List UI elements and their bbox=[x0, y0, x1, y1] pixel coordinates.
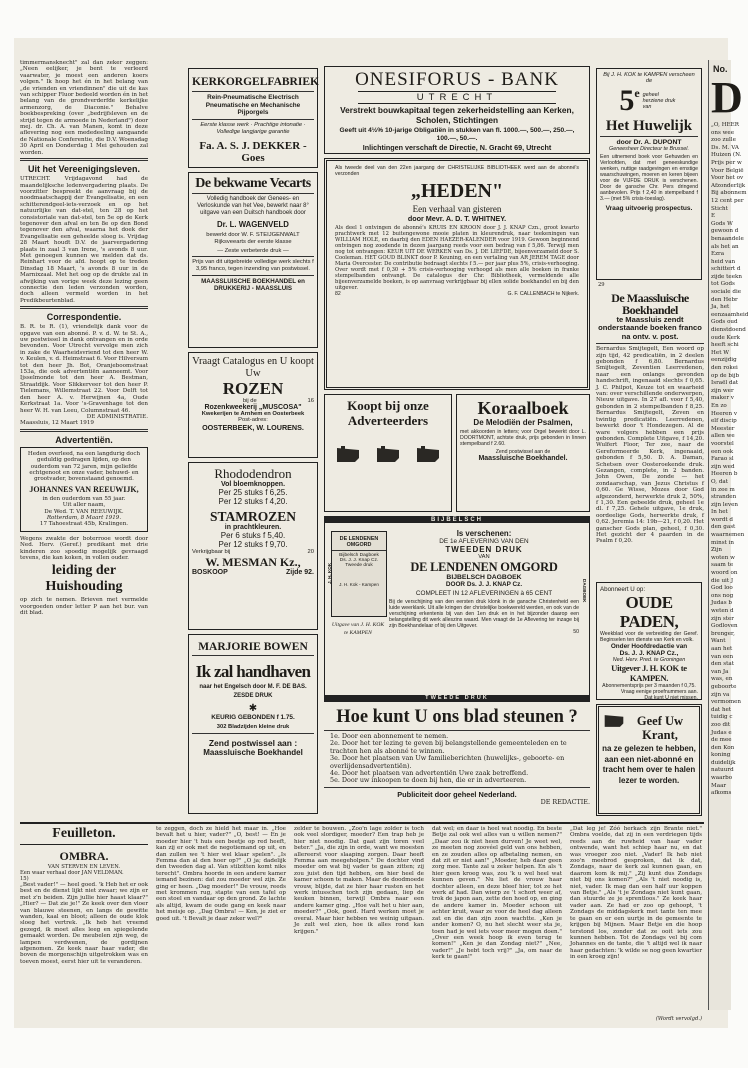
marjorie-book: Ik zal handhaven bbox=[195, 662, 311, 681]
corr-signature: DE ADMINISTRATIE. bbox=[86, 413, 148, 420]
huwelijk-text: Een uitnemend boek voor Gehuwden en Verloofden, dat met geneeskundige wenken, nuttige raadgevingen en ernstige waarschuwingen, moeren en keren bijeen voor de VIJFDE DRUK is verschenen. Door de gansche Chr. Pers dringend aanbevolen. Prijs f 2,40 in stempelband f 3.— (met 5% crisis-toeslag). bbox=[600, 154, 698, 202]
next-page-line: eenzaamheid bbox=[711, 311, 748, 318]
oude-paden-ad bbox=[596, 582, 702, 700]
steunen-title: Hoe kunt U ons blad steunen ? bbox=[336, 707, 578, 727]
oude-paden-name-2: Ned. Herv. Pred. te Groningen bbox=[612, 657, 686, 663]
next-page-line: Ja, het bbox=[711, 304, 730, 311]
corr-date: Maassluis, 12 Maart 1919 bbox=[20, 420, 94, 427]
steunen-list bbox=[324, 733, 590, 785]
next-page-line: natuurd bbox=[711, 767, 734, 774]
koopt-ad bbox=[324, 394, 452, 512]
lendenen-side-right: DAGBOEK bbox=[582, 579, 587, 603]
feuilleton-col-4: dat wel; en daar is heel wat noodig. En beste Betje zal ook wel alles van u willen nemen?" „Daar zou ik niet heen durven! Je weet wel, ze meeten nog zoovéel geld van ons hebben, en ze zouden alles op afbetaling nemen, en dat zit er niet aan!" „Moeder, heb daar geen zorg mee. Tante zal u zeker helpen. En als 't hier geen kroeg was, zou 'k u wel heel wat kunnen geven." Nu liet de vrouw haar dochter alleen, en deze bleef hier, tot ze het werk af had. Dan wierp ze 't schort weer af, trok de japon aan, zette den hoed op, en ging de andere kamer in. Moeder schoon uit achter kruit, waar ze voor de heel dag alleen zat en die dan zijn zoon wachtte. „Ken je ander komen? O, nu het slecht weer sta je, toen had je wel iets voor meer mogen doen." „Over een week hoop ik even terug te komen!" „Ken je dan Zondag niet?" „Nee, vader!" „Je hebt toch vrij?" „Ja, om naar de kerk te gaan!" bbox=[432, 826, 562, 961]
maassluische-block bbox=[596, 292, 704, 578]
oude-paden-publisher: Uitgever J. H. KOK te KAMPEN. bbox=[611, 663, 687, 683]
next-page-line: Want bbox=[711, 638, 726, 645]
next-page-line: stranden bbox=[711, 494, 737, 501]
geef-krant-ad bbox=[596, 704, 702, 816]
book-cover-author: Ds. J. J. Knap Cz. bbox=[339, 558, 379, 563]
next-page-line: de mee bbox=[711, 737, 732, 744]
lendenen-ad bbox=[324, 516, 590, 702]
rhodo-ad bbox=[188, 462, 318, 630]
vereen-heading: Uit het Vereenigingsleven. bbox=[27, 164, 141, 175]
next-page-line: op de bijb bbox=[711, 372, 740, 379]
leiding-pre: Wegens zwakte der boterrooe wordt door Ned. Herv. (Geref.) predikant met drie kinderen zoo spoedig mogelijk gevraagd tevens, die kan koken, in vollen ouder. bbox=[20, 535, 148, 561]
veearts-price: Prijs van dit uitgebreide volledige werk slechts f 3,95 franco, tegen inzending van postwissel. bbox=[192, 259, 314, 272]
koraalboek-ad bbox=[456, 394, 590, 512]
heden-sub: Een verhaal van gisteren bbox=[412, 204, 502, 214]
mesman-zijde: Zijde 92. bbox=[285, 569, 314, 576]
next-page-big-letter: D bbox=[711, 73, 743, 122]
next-page-line: den Hebr bbox=[711, 296, 738, 303]
death-notice-address: 17 Tahoestraat 45b, Kralingen. bbox=[39, 521, 129, 528]
next-page-line: ons nog bbox=[711, 592, 734, 599]
next-page-line: Heeren b bbox=[711, 471, 738, 478]
feuilleton-byline: Een waar verhaal door JAN VELDMAN. bbox=[20, 870, 124, 876]
next-page-line: koning bbox=[711, 752, 731, 759]
lendenen-num: 50 bbox=[573, 629, 579, 635]
oude-paden-name: Ds. J. J. KNAP Cz., bbox=[619, 650, 679, 657]
feuilleton-col-3: zelder te bouwen. „Zoo'n lage zolder is toch ook veel slordiger, moeder? Een trap heb je hier niet noodig. Dat gaat zijn toren veel beter." „Ja, die zijn in orde, want we moesten allereerst voor slaaping zorgen. Daar heeft Femma aan meegeholpen." De dochter vind moeder om wat bij vader te gaan zitten; zij zou juist den tijd hebben, om hier heel de kamer schoon te maken. Maar de doodmoede vrouw, blijde, dat ze hier haar rusten en het werk intusschen toch zijn gedaan, liep de keuken binnen, terwijl Ombra naar een andere kamer ging. „Hoe valt het u hier aan, moeder?" „Ook, goed. Hard werken moet je overal. Maar hier hebben we weinig uitgaan. Je zult wel zien, hoe ik alles rond kan krijgen." bbox=[294, 826, 424, 935]
koraalboek-title: Koraalboek bbox=[477, 398, 569, 418]
next-page-line: die uit J bbox=[711, 577, 734, 584]
next-page-line: Gods oud bbox=[711, 319, 738, 326]
next-page-line: ons wee bbox=[711, 129, 735, 136]
next-page-line: zoo dit bbox=[711, 721, 731, 728]
next-page-line: waarnemen bbox=[711, 532, 745, 539]
next-page-no: No. bbox=[713, 64, 728, 74]
book-cover-image bbox=[331, 531, 387, 617]
next-page-line: Heeren v bbox=[711, 410, 738, 417]
next-page-line: Meester bbox=[711, 425, 735, 432]
next-page-line: Maar bbox=[711, 782, 727, 789]
vereen-text: UTRECHT. Vrijdagavond had de maandelijksche ledenvergadering plaats. De voorzitter bespreekt de aanvraag bij de noodmaatschappij der Evangelisatie, en een schitterendgeel-iets-verzoek en op het natuurlijke van dat-stel, ten 28 op het consistoriale van dat-stel, ten 5e op de Kerk tegenover den afval en ten 8e op den Bond tegenover den afval, waarna het doek der Evangelisatie een geheelde sloeg is. Vrijdag 28 Maart houdt D.V. de jaarvergadering plaats in zaal 3 van Irene, 's avonds 8 uur. Met genoegen kunnen we melden dat ds. Reinhart voor de afd. hoopt op te treden Dinsdag 18 Maart, 's avonds 8 uur in de Marnixzaal. Met het oog op de drukte zal in afwijking van vorige week deze lezing geen connectie den leden verzonden worden, doch alleen vermeld worden in het Predikbeurtenblad. bbox=[20, 176, 148, 304]
next-page-line: zijn va bbox=[711, 691, 730, 698]
next-page-line: woord on bbox=[711, 570, 738, 577]
next-page-line: elf discip bbox=[711, 418, 737, 425]
rozen-line: Kwekerijen te Arnhem en Oosterbeek bbox=[201, 411, 305, 417]
next-page-line: dat het bbox=[711, 706, 732, 713]
oude-paden-title: OUDE PADEN, bbox=[619, 593, 679, 631]
column-1 bbox=[20, 60, 148, 818]
onesiforus-line-3: Inlichtingen verschaft de Directie, N. Gracht 69, Utrecht bbox=[362, 143, 552, 153]
heden-intro: Als tweede deel van den 22en jaargang der CHRISTELIJKE BIBLIOTHEEK werd aan de abonné's verzonden bbox=[335, 165, 579, 177]
lendenen-publisher: Uitgave van J. H. KOK te KAMPEN bbox=[331, 622, 385, 636]
next-page-line: zijde teekn bbox=[711, 273, 743, 280]
geef-line-2: aan een niet-abonné en bbox=[604, 754, 694, 764]
next-page-line: Farao sl bbox=[711, 456, 734, 463]
next-page-line: heid van bbox=[711, 258, 736, 265]
oude-paden-price: Abonnementsprijs per 3 maanden f 0,75. bbox=[602, 683, 696, 689]
huwelijk-by: door Dr. A. DUPONT bbox=[616, 139, 682, 146]
lendenen-compleet: COMPLEET IN 12 AFLEVERINGEN à 65 CENT bbox=[415, 590, 553, 597]
heden-signature: G. F. CALLENBACH te Nijkerk. bbox=[507, 291, 579, 297]
rozen-title-1: Vraagt Catalogus en U koopt Uw bbox=[192, 356, 314, 379]
rhodo-price-2: Per 12 stuks f 4,20. bbox=[218, 497, 288, 506]
next-page-line: gewoon d bbox=[711, 228, 739, 235]
next-page-line: schittert d bbox=[711, 266, 741, 273]
marjorie-edition: ZESDE DRUK bbox=[233, 693, 273, 699]
stam-price-2: Per 12 stuks f 9,70. bbox=[218, 540, 288, 549]
next-page-line: In het bbox=[711, 509, 728, 516]
next-page-line: O, dat bbox=[711, 478, 728, 485]
corr-heading: Correspondentie. bbox=[46, 312, 122, 323]
marjorie-ad bbox=[188, 634, 318, 814]
lendenen-verschenen: Is verschenen: bbox=[456, 529, 512, 538]
koraalboek-text: met akkoorden in letters; voor Orgel bewerkt door L. DOORTMONT, achtste druk, prijs gebonden in linnen stempelband f 2.60. bbox=[460, 429, 586, 447]
lendenen-van: VAN bbox=[478, 554, 490, 560]
huwelijk-numtag: 29 bbox=[598, 282, 605, 288]
next-page-line: een ook bbox=[711, 448, 734, 455]
next-page-line: zoo zulle bbox=[711, 137, 736, 144]
pointing-hand-icon bbox=[335, 446, 361, 464]
next-page-line: E bbox=[711, 213, 716, 220]
next-page-line: afkoms bbox=[711, 790, 732, 797]
feuilleton-col-5: „Dat leg je! Zóó herkach zijn Brante niet." Ombra voelde, dat zij in een verdriegen tijds reeds aan de ruwheid van haar vader ontwende, want het schiep haar nu, en dat was vroeger zoo niet. „Vader! Ik heb niet zoo'n meebrod gesproken, dat ik dat, Zondags, naar de kerk zal kunnen gaan, en daarom kom ik mij." „Zij kunt dus Zondags niet bij ons komen?" „Als 't niet noodig is, niet, vader. Ik mag dan een half uur koppen van Betje." „Als 't je Zondags niet kunt gaan, dan stuurde ze je sprentloos." Ze keek haar vader aan. Ze had er zoo op gehoopt, 't Zondags de middagskerk met tante ten mee te gaan en er een uurtje in de gemeente te krijgen bij Mijnen. Maar Betje en die hoop terstond los, zonder dat ze ooit iets zou kunnen hebben. Tot de Zondags vel bij com Johannes en de tante, die 't altijd wel ik naar haar gedachten: 'k wilde se nog geen kwartier in een kroeg zijn! bbox=[570, 826, 702, 961]
death-notice-widow: De Wed. T. VAN REEUWIJK. bbox=[44, 508, 124, 515]
heden-ad bbox=[324, 158, 590, 390]
lendenen-druk: TWEEDEN DRUK bbox=[445, 545, 523, 554]
next-page-line: allen we bbox=[711, 433, 735, 440]
rozen-post: Post-adres: bbox=[238, 417, 268, 423]
next-page-line: weten d bbox=[711, 608, 734, 614]
next-page-line: heeft schi bbox=[711, 342, 739, 349]
death-notice-age: in den ouderdom van 55 jaar. bbox=[42, 495, 126, 502]
rozen-title-2: ROZEN bbox=[222, 379, 284, 398]
onesiforus-line-2: Geeft uit 4½% 10-jarige Obligatiën in stukken van fl. 1000.—, 500.—, 250.—, 100.—, 50.—. bbox=[339, 127, 575, 142]
next-page-line: Sticht bbox=[711, 205, 728, 212]
huwelijk-num-note: geheel herziene druk van bbox=[642, 92, 676, 110]
lendenen-title: DE LENDENEN OMGORD bbox=[410, 560, 558, 574]
next-page-line: aan het bbox=[711, 645, 733, 652]
rozen-at: bij de bbox=[242, 398, 257, 404]
intro-text: timmermansknecht" zal dan zeker zeggen: „Neen eelijker, je bent te verleerd vaarwater, je moest een anderen koers volgen." Ik hoop het én in het belang van „de vrienden en vriendinnen" die uit de kas van schipper Fluor bedeeld worden én in het belang van de grondverderfde kerkelijke armenzorg, de Diaconie." Behalve boekbespreking (over „bedrijfsleven en de strijd tegen de armoede in Nederland") door mej. dr. Ch. A. van Manen, komt in deze aflevering nog een mededeeling aangaande de Nationale Conferentie, die D.V. Woensdag 30 April en Donderdag 1 Mei gehouden zal worden. bbox=[20, 60, 148, 156]
next-page-line: in zee m bbox=[711, 486, 735, 493]
rhodo-sub: Vol bloemknoppen. bbox=[220, 481, 286, 488]
huwelijk-num: 5 bbox=[619, 84, 635, 117]
rozen-ad bbox=[188, 352, 318, 458]
next-page-line: Judas e bbox=[711, 729, 732, 736]
next-page-line: den rokei bbox=[711, 365, 738, 371]
next-page-line: saam te bbox=[711, 562, 734, 569]
veearts-ad bbox=[188, 172, 318, 348]
next-page-line: Het W bbox=[711, 349, 729, 356]
next-page-line: Judas b bbox=[711, 600, 732, 607]
next-page-line: woten w bbox=[711, 554, 735, 561]
stam-sub: in prachtkleuren. bbox=[224, 524, 282, 531]
huwelijk-ad bbox=[596, 68, 702, 280]
mesman-name: W. MESMAN Kz., bbox=[205, 555, 301, 569]
maassluische-sub: te Maassluis zendt onderstaande boeken franco na ontv. v. post. bbox=[598, 315, 702, 341]
next-page-line: Gods W bbox=[711, 220, 733, 227]
feuilleton-foot: (Wordt vervolgd.) bbox=[655, 1016, 702, 1022]
corr-text: B. R. te R. (1), vriendelijk dank voor de opgave van een abonné. P. v. d. W. te St. A., uw postwissel in dank ontvangen en in orde bevonden. Voor Utrecht vervolge men zich in zake de Waarheidsvriend tot den heer W. v. Keulen, v. d. Heimstraat 6. Voor Hilversum tot den heer Jh. Bot, Oranjeboomstraat 153a, die ook advertentiën aanneemt. Voor Ijsselmonde tot den heer A. Bestman, Straatdijk. Voor Slikkerveer tot den heer P. Tielemans, Willemstraat 22. Voor Delft tot den heer A. v. Herwijnen 4a, Oude Kerkstraat 1a. Voor 's-Gravenhage tot den heer W. H. van Leeu, Columnstraat 46. bbox=[20, 324, 148, 414]
next-page-line: zijn wer bbox=[711, 387, 734, 394]
next-page-line: God loo bbox=[711, 585, 733, 592]
next-page-line: Israël dat bbox=[711, 380, 739, 387]
next-page-line: zijn leven bbox=[711, 501, 739, 508]
next-page-line: voorstel bbox=[711, 440, 734, 447]
next-page-line: Ezra bbox=[711, 251, 725, 258]
oude-paden-red: Onder Hoofdredactie van bbox=[610, 643, 688, 650]
veearts-title: De bekwame Vecarts bbox=[195, 176, 311, 191]
onesiforus-city: UTRECHT bbox=[358, 91, 556, 104]
feuilleton-story: OMBRA. bbox=[59, 849, 109, 863]
steunen-foot: Publiciteit door geheel Nederland. bbox=[397, 789, 517, 799]
oude-paden-pre: Abonneert U op: bbox=[600, 586, 646, 593]
rhodo-price-1: Per 25 stuks f 6,25. bbox=[218, 488, 288, 497]
veearts-rest: bewerkt door W. F. STEIJGENWALT Rijksveearts der eerste klasse bbox=[206, 232, 300, 245]
next-page-line: Voor het ov bbox=[711, 175, 744, 182]
next-page-line: waarbo bbox=[711, 775, 733, 782]
next-page-line: tot Gods bbox=[711, 281, 735, 288]
death-notice bbox=[20, 447, 148, 532]
heden-num: 82 bbox=[335, 291, 341, 297]
newspaper-page bbox=[14, 38, 748, 1028]
next-page-line: was, en bbox=[711, 676, 733, 683]
oude-paden-note-2: Dat kunt U niet missen. bbox=[644, 695, 698, 701]
onesiforus-title: ONESIFORUS - BANK bbox=[355, 69, 559, 90]
adv-heading: Advertentiën. bbox=[55, 434, 113, 445]
stam-num: 20 bbox=[307, 549, 314, 555]
geef-line-4: lezer te worden. bbox=[618, 775, 680, 785]
next-page-fragment bbox=[708, 60, 748, 1010]
death-notice-place: Rotterdam, 8 Maart 1919. bbox=[46, 514, 122, 521]
mesman-place: BOSKOOP bbox=[192, 569, 228, 576]
rozen-nursery: Rozenkweekerij „MUSCOSA" bbox=[204, 404, 302, 411]
next-page-line: maker v bbox=[711, 395, 734, 402]
next-page-line: van Ja bbox=[711, 668, 729, 675]
marjorie-author: MARJORIE BOWEN bbox=[198, 641, 308, 653]
heden-author: door Mevr. A. D. T. WHITNEY. bbox=[407, 214, 507, 223]
feuilleton bbox=[20, 822, 704, 1028]
death-notice-text: Heden overleed, na een langdurig doch geduldig gedragen lijden, op den ouderdom van 72 jaren, mijn geliefde echtgenoot en onze vader, behuwd- en grootvader, bovenstaand genoemd. bbox=[27, 450, 141, 483]
pointing-hand-icon bbox=[375, 446, 401, 464]
book-cover-edition: Tweede druk bbox=[345, 563, 373, 568]
huwelijk-pre: Bij J. H. KOK te KAMPEN verscheen de bbox=[603, 72, 695, 84]
huwelijk-foot: Vraag uitvoerig prospectus. bbox=[605, 205, 693, 212]
next-page-line: den stat bbox=[711, 661, 734, 668]
leiding-title: leiding der Huishouding bbox=[45, 563, 123, 595]
feuilleton-chapter: 15) bbox=[20, 876, 29, 882]
marjorie-pages: 302 Bladzijden kleine druk bbox=[216, 724, 290, 730]
marjorie-order: Zend postwissel aan : bbox=[208, 738, 298, 748]
huwelijk-title: Het Huwelijk bbox=[605, 118, 693, 134]
rozen-num: 16 bbox=[307, 398, 314, 404]
next-page-line: En zo bbox=[711, 402, 727, 409]
next-page-line: wordt d bbox=[711, 516, 734, 523]
next-page-line: den gast bbox=[711, 524, 736, 531]
next-page-line: brenger, bbox=[711, 630, 735, 637]
lendenen-afl: DE 1e AFLEVERING VAN DEN bbox=[439, 538, 529, 545]
lendenen-text: Bij de verschijning van den eersten druk klonk in de gansche Christenheid een luide weerklank. Uit alle kringen der christelijke boekwereld werden, en ook van de verschijning erkentenis bij van den 1en druk en in het bijzonder daarop een belangstelling dit werk alleszins waard. Men vraagt de 1e Aflevering ter inzage bij zijn Boekhandelaar of bij den Uitgever. bbox=[389, 599, 579, 629]
next-page-line: den Kon bbox=[711, 744, 735, 751]
steunen-item: 4e. Door het plaatsen van advertentiën Uwe zaak betreffend. bbox=[330, 769, 529, 778]
next-page-line: tuidig c bbox=[711, 714, 733, 721]
maassluische-title: De Maassluische Boekhandel bbox=[611, 291, 689, 317]
koraalboek-sub: De Melodiën der Psalmen, bbox=[473, 418, 573, 427]
marjorie-price: KEURIG GEBONDEN f 1.75. bbox=[211, 714, 295, 721]
marjorie-shop: Maassluische Boekhandel bbox=[203, 748, 303, 757]
koopt-title: Koopt bij onze Adverteerders bbox=[347, 398, 429, 428]
geef-line-3: tracht hem over te halen bbox=[602, 765, 696, 774]
steunen-item: 2e. Door het ter lezing te geven bij belangstellende gemeenteleden en te trachten hen als abonné te winnen. bbox=[330, 739, 567, 755]
oude-paden-note: Vraag eenige proefnummers aan. bbox=[620, 689, 698, 695]
next-page-line: eenzijdig bbox=[711, 357, 737, 364]
next-page-line: dienstdoend bbox=[711, 327, 746, 334]
stam-price-1: Per 6 stuks f 5,40. bbox=[220, 531, 286, 540]
rhodo-title: Rhododendron bbox=[214, 466, 292, 481]
maassluische-text: Bernardus Smijtegelt, Een woord op zijn tijd, 42 predicatiën, in 2 deelen gebonden f 6,80. Bernardus Smijtegelt, Zeventien Leerredenen, naar een onlangs gevonden handschrift, ingenaaid slechts f 0,65. J. C. Philpot, Keuze tot en waarheid van: over verschillende onderwerpen, Nieuw uitgave. In 27 afl. voor f 5,40, gebonden in 2 stempelbanden f 8,25. Bernardus Smijtegelt, Zeven en twintig predicatiën. Leerredenen, bewerkt door 't Hondezegen. Al de ware volgers hebben een prijs gebonden. Complete Uitgave, f 14,20. Wulfert Floor, Ter zee, naar de Gereformeerde Kerk, ingenaaid, gebonden f 5,50. D. A. Daman, Schetsen over Oosteroekende druk. Gezangen, complete, in 2 banden. John Owen, De zonde — het zondaarschap, van Jezus Christus f 0,60. Ge Wisse, Mozes door God afgezonderd, herwerkte druk 2, 50%, f 1,30. Een gebeelde druk, geheel 1e dl. f 7,25. Gehele uitgave, 1e druk, oordeelige Gods, herwerkte druk, f 0,62. Jeremia 14: 19b—21, f 0,20. Het ganscher Gods plan, geheel, f 0,30. Het gezicht der 4 paarden in de Psalm f 0,20. bbox=[596, 346, 704, 545]
veearts-note: — Zeste verbeterde druk — bbox=[217, 248, 289, 254]
next-page-line: zijn wed bbox=[711, 463, 735, 470]
steunen-block bbox=[324, 706, 590, 818]
huwelijk-sup: e bbox=[634, 86, 640, 100]
star-icon: ✱ bbox=[248, 703, 258, 714]
lendenen-side-left: J. H. KOK bbox=[327, 562, 332, 584]
steunen-signature: DE REDACTIE. bbox=[540, 797, 590, 806]
next-page-line: oude Kerk bbox=[711, 334, 741, 341]
next-page-line: Prijs per w bbox=[711, 159, 742, 166]
next-page-lines bbox=[709, 122, 748, 798]
feuilleton-title: Feuilleton. bbox=[20, 826, 148, 845]
book-cover-title: DE LENDENEN OMGORD bbox=[339, 536, 379, 548]
kerkorgel-title: KERKORGELFABRIEK bbox=[192, 76, 319, 88]
next-page-line: minst in bbox=[711, 539, 734, 546]
book-cover-sub: Bijbelsch Dagboek bbox=[339, 553, 379, 558]
next-page-line: Huizen (N. bbox=[711, 152, 742, 159]
next-page-line: sociale die bbox=[711, 289, 742, 296]
onesiforus-line-1: Verstrekt bouwkapitaal tegen zekerheidstelling aan Kerken, Scholen, Stichtingen bbox=[340, 105, 574, 125]
kerkorgel-name: Fa. A. S. J. DEKKER - Goes bbox=[199, 139, 307, 164]
next-page-line: zijn ster bbox=[711, 615, 734, 622]
next-page-line: Afzonderlijk bbox=[711, 182, 746, 189]
next-page-line: Voor België bbox=[711, 167, 744, 174]
huwelijk-by-2: Geneesheer Directeur te Brussel. bbox=[609, 146, 689, 152]
geef-title: Geef Uw Krant, bbox=[636, 714, 684, 742]
pointing-hand-icon bbox=[603, 713, 625, 729]
marjorie-sub: naar het Engelsch door M. F. DE BAS. bbox=[199, 684, 307, 690]
next-page-line: benaandele bbox=[711, 235, 744, 242]
veearts-publisher: MAASSLUISCHE BOEKHANDEL en DRUKKERIJ - MAASSLUIS bbox=[201, 278, 305, 293]
steunen-item: 3e. Door het plaatsen van Uw familieberichten (huwelijks-, geboorte- en overlijdensadvertentiën). bbox=[330, 754, 565, 770]
lendenen-sub: BIJBELSCH DAGBOEK bbox=[446, 574, 522, 581]
next-page-line: geboorte bbox=[711, 683, 737, 690]
next-page-line: Zijn bbox=[711, 547, 723, 554]
leiding-post: op zich te nemen. Brieven met vermelde voorgoeden onder letter P aan het bur. van dit blad. bbox=[20, 597, 148, 617]
next-page-line: duidelijk bbox=[711, 759, 736, 766]
heden-text: Als deel 1 ontvingen de abonné's KRUIS EN KROON door J. J. KNAP Czn., groot kwarto prachtwerk met 12 buitengewone mooie platen in kleurendruk, naar teekeningen van WILLIAM HOLE, en daarbij den EDEN HAEZER-KALENDER voor 1919. Gewoon beginnend ontvingen nog zoodende in dezen jaargang reeds voor een bedrag van f 5,86. Terwijl men nog tot ontvangen: KEUR UIT DE WERKEN van Ds. J. DE LIEFDE, bijeenverzameld door S. Cooleman. HET GOUD BLINKT door P. Keuning, en een vertaling van AR JEREM TAGE door Maria Overcester. De contributie bedraagt slechts f 5.— per jaar plus 5%, crisis-verhooging. Over wordt met f 0,30 + 5% crisis-verhooging verhoogd als men alle boeken in franke stempelbanden ontvangt. De catalogus der Chr. Bibliotheek, vermeldende alle bijeenverzamelde boeken, is op aanvraag verkrijgbaar bij ellen solide boekhandel en bij den uitgever. bbox=[335, 225, 579, 291]
koraalboek-order: Zend postwissel aan de bbox=[495, 449, 551, 455]
kerkorgel-sub: Rein-Pneumatische Electrisch Pneumatische en Mechanische Pijporgels bbox=[205, 94, 301, 117]
next-page-line: Bij abonnem bbox=[711, 190, 747, 197]
lendenen-head: BIJBELSCH bbox=[325, 517, 589, 523]
stam-note: Verkrijgbaar bij bbox=[192, 549, 231, 555]
veearts-text: Volledig handboek der Genees- en Verloskunde van het Vee, bewerkt naar 8° uitgave van een Duitsch handboek door bbox=[197, 196, 309, 216]
next-page-line: 12 cent per bbox=[711, 197, 744, 204]
next-page-line: als het an bbox=[711, 243, 739, 250]
book-cover-publisher: J. H. Kok - Kampen bbox=[339, 582, 379, 587]
heden-title: „HEDEN" bbox=[410, 180, 504, 202]
next-page-line: van een bbox=[711, 653, 734, 660]
veearts-author: Dr. L. WAGENVELD bbox=[217, 220, 289, 229]
next-page-line: Ds. M. VA bbox=[711, 144, 739, 151]
death-notice-name: JOHANNES VAN REEUWIJK, bbox=[29, 484, 139, 494]
onesiforus-ad bbox=[324, 66, 590, 154]
feuilleton-col-2: te zeggen, doch ze hield het maar in. „Hoe bevalt het u hier, vader?" „O, best! — En je moeder hier 't huis een beetje op red heeft, kan zij er ook met de negotiemand op uit, en dan zullen we 't hier wel klaar spelen". „Is Femma dan al den hoer op?" „O ja; dadelijk den tweeden dag al. Van stilzitten komt niks terecht". Ombra hoorde in een andere kamer iemand bezinen: dat zou moeder wel zijn. Ze ging er heen. „Dag moeder!" De vrouw, reeds met krommen rug, stapte van een tafel op een stoel en vandaar op den grond. Ze lachte als altijd, kwam de oude gang en keek naar het meisje op. „Dag Ombra! — Ken, je ziet er goed uit. 't Bevalt je daar zeker wel?" bbox=[156, 826, 286, 922]
steunen-item: 5e. Door uw inkoopen te doen bij hen, die er in adverteeren. bbox=[330, 776, 527, 785]
geef-line-1: na ze gelezen te hebben, bbox=[602, 744, 696, 753]
oude-paden-text: Weekblad voor de verbreiding der Geref. Beginselen ten dienste van Kerk en volk. bbox=[600, 631, 698, 643]
death-notice-rest: Uit aller naam, bbox=[62, 502, 106, 509]
steunen-item: 1e. Door een abonnement te nemen. bbox=[330, 732, 449, 740]
koraalboek-shop: Maassluische Boekhandel. bbox=[478, 455, 568, 462]
feuilleton-subtitle: VAN STERVEN EN LEVEN. bbox=[47, 864, 121, 870]
next-page-line: vermomen bbox=[711, 699, 742, 706]
pointing-hand-icon bbox=[415, 446, 441, 464]
feuilleton-col-1: „Best vader!" — heel goed. 'k Heb het er ook best en de dienst lijkt niet zwaar; we zijn er met z'n beiden. Zijn jullie hier haast klaar?" „Hier? — Dat zie je!" Ze keek over den vloer van blauwe steenen, en langs de gewitte wanden, kaal en bloot; alleen de oude klok sloeg het vertrek. „Ik heb het vreemd gezegd, ik moet alles leeg en spiegelende gemaakt worden. De meubelen zijn weg, de lampen verdwenen, de gordijnen afgenomen. Ze keek naar haar vader, die boven de morgenschijn uitgetrokken was en toeven moest, eerst hier uit te veranderen. bbox=[20, 882, 148, 965]
rozen-owner: OOSTERBEEK, W. LOURENS. bbox=[202, 423, 304, 432]
stam-title: STAMROZEN bbox=[209, 509, 296, 524]
kerkorgel-ad bbox=[188, 68, 318, 168]
kerkorgel-note: Eerste klasse werk · Prachtige intonatie · Volledige langjarige garantie bbox=[200, 121, 306, 135]
lendenen-foot: TWEEDE DRUK bbox=[325, 695, 589, 701]
next-page-line: Godloven bbox=[711, 623, 738, 630]
lendenen-by: DOOR Ds. J. J. KNAP Cz. bbox=[445, 581, 523, 588]
next-page-line: „O, HEER bbox=[711, 122, 739, 128]
